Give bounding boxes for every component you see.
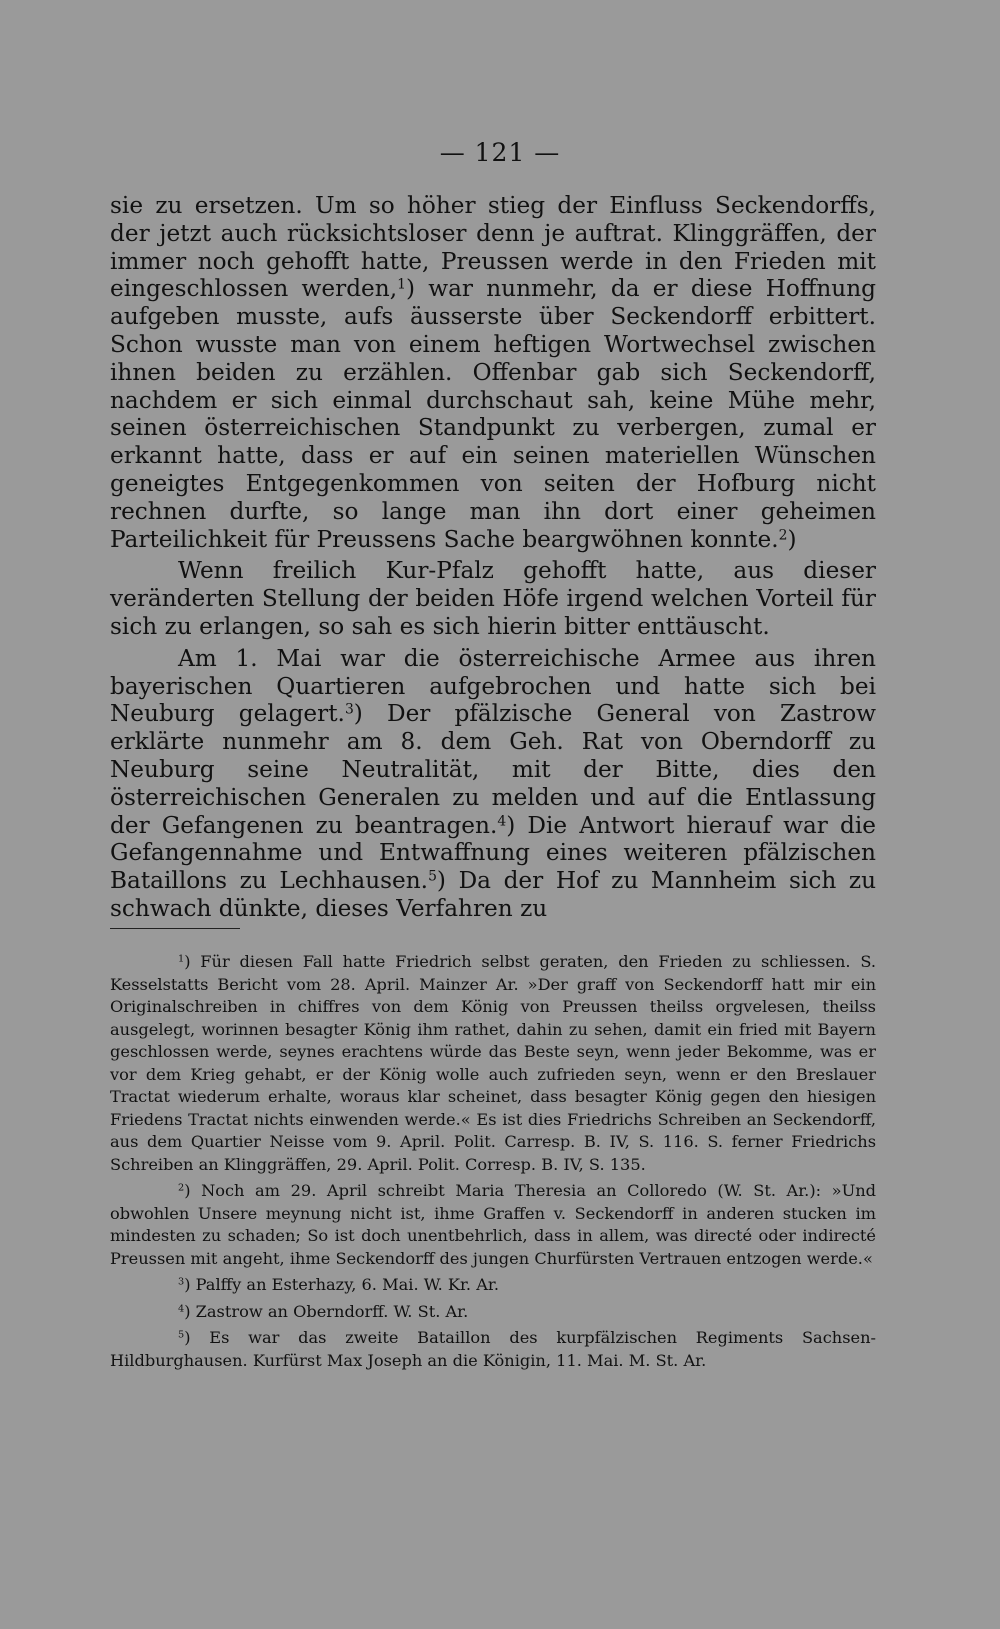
footnote-text: ) Palffy an Esterhazy, 6. Mai. W. Kr. Ar.: [184, 1275, 500, 1294]
footnote-mark: 5: [178, 1329, 185, 1341]
footnote-mark: 4: [178, 1303, 185, 1315]
footnote-text: ) Zastrow an Oberndorff. W. St. Ar.: [184, 1301, 469, 1321]
footnote-text: ) Für diesen Fall hatte Friedrich selbst geraten, den Frieden zu schliessen. S. Kesselstatts Bericht vom 28. April. Mainzer Ar. »Der graff von Seckendorff hatt mir ein Originalschreiben in chiffres von dem König von Preussen theilss orgvelesen, theilss ausgelegt, worinnen besagter König ihm rathet, dahin zu sehen, damit ein fried mit Bayern geschlossen werde, seynes erachtens würde das Beste seyn, wenn jeder Bekomme, was er vor dem Krieg gehabt, er der König wolle auch zufrieden seyn, wenn er den Breslauer Tractat wiederum erhalte, woraus klar scheinet, dass besagter König gegen den hiesigen Friedens Tractat nichts einwenden werde.« Es ist dies Friedrichs Schreiben an Seckendorff, aus dem Quartier Neisse vom 9. April. Polit. Carresp. B. IV, S. 116. S. ferner Friedrichs Schreiben an Klinggräffen, 29. April. Polit. Corresp. B. IV, S. 135.: [110, 952, 876, 1174]
footnote-ref-4: 4: [497, 812, 507, 829]
footnote-ref-2: 2: [778, 526, 788, 543]
footnote-1: [110, 951, 876, 1176]
footnote-ref-1: 1: [397, 276, 406, 293]
text-run: ) war nunmehr, da er diese Hoffnung aufgeben musste, aufs äusserste über Seckendorff erbittert. Schon wusste man von einem heftigen Wortwechsel zwischen ihnen beiden zu erzählen. Offenbar gab sich Seckendorff, nachdem er sich einmal durchschaut sah, keine Mühe mehr, seinen österreichischen Standpunkt zu verbergen, zumal er erkannt hatte, dass er auf ein seinen materiellen Wünschen geneigtes Entgegenkommen von seiten der Hofburg nicht rechnen durfte, so lange man ihn dort einer geheimen Parteilichkeit für Preussens Sache beargwöhnen konnte.: [110, 275, 876, 553]
footnote-mark: 1: [178, 953, 185, 965]
footnote-4: [110, 1301, 876, 1324]
footnote-3: [110, 1274, 876, 1297]
footnote-divider: [110, 928, 240, 929]
footnote-text: ) Es war das zweite Bataillon des kurpfälzischen Regiments Sachsen-Hildburghausen. Kurfürst Max Joseph an die Königin, 11. Mai. M. St. Ar.: [110, 1328, 876, 1370]
text-run: sie zu ersetzen. Um so höher stieg der Einfluss Seckendorffs, der jetzt auch rücksichtsloser denn je auftrat. Klinggräffen, der immer noch gehofft hatte, Preussen werde in den Frieden mit eingeschlossen werden,: [110, 192, 876, 303]
footnotes: [110, 951, 876, 1376]
footnote-text: ) Noch am 29. April schreibt Maria Theresia an Colloredo (W. St. Ar.): »Und obwohlen Unsere meynung nicht ist, ihme Graffen v. Seckendorff in anderen stucken im mindesten zu schaden; So ist doch unentbehrlich, dass in allem, was directé oder indirecté Preussen mit angeht, ihme Seckendorff des jungen Churfürsten Vertrauen entzogen werde.«: [110, 1181, 876, 1268]
paragraph-1: [110, 192, 876, 553]
text-run: ) Da der Hof zu Mannheim sich zu schwach dünkte, dieses Verfahren zu: [110, 867, 876, 922]
footnote-2: [110, 1180, 876, 1270]
text-run: ): [787, 525, 797, 553]
footnote-ref-3: 3: [344, 701, 354, 718]
footnote-ref-5: 5: [428, 868, 437, 885]
page-number: — 121 —: [439, 138, 561, 167]
main-text: [110, 192, 876, 923]
text-run: ) Die Antwort hierauf war die Gefangennahme und Entwaffnung eines weiteren pfälzischen Bataillons zu Lechhausen.: [110, 811, 876, 895]
paragraph-2: Wenn freilich Kur-Pfalz gehofft hatte, aus dieser veränderten Stellung der beiden Höfe irgend welchen Vorteil für sich zu erlangen, so sah es sich hierin bitter enttäuscht.: [110, 557, 876, 640]
text-run: ) Der pfälzische General von Zastrow erklärte nunmehr am 8. dem Geh. Rat von Oberndorff zu Neuburg seine Neutralität, mit der Bitte, dies den österreichischen Generalen zu melden und auf die Entlassung der Gefangenen zu beantragen.: [110, 700, 876, 839]
text-run: Am 1. Mai war die österreichische Armee aus ihren bayerischen Quartieren aufgebrochen und hatte sich bei Neuburg gelagert.: [110, 644, 876, 728]
paragraph-3: [110, 645, 876, 923]
footnote-5: [110, 1327, 876, 1372]
footnote-mark: 2: [178, 1182, 185, 1194]
footnote-mark: 3: [178, 1276, 185, 1288]
